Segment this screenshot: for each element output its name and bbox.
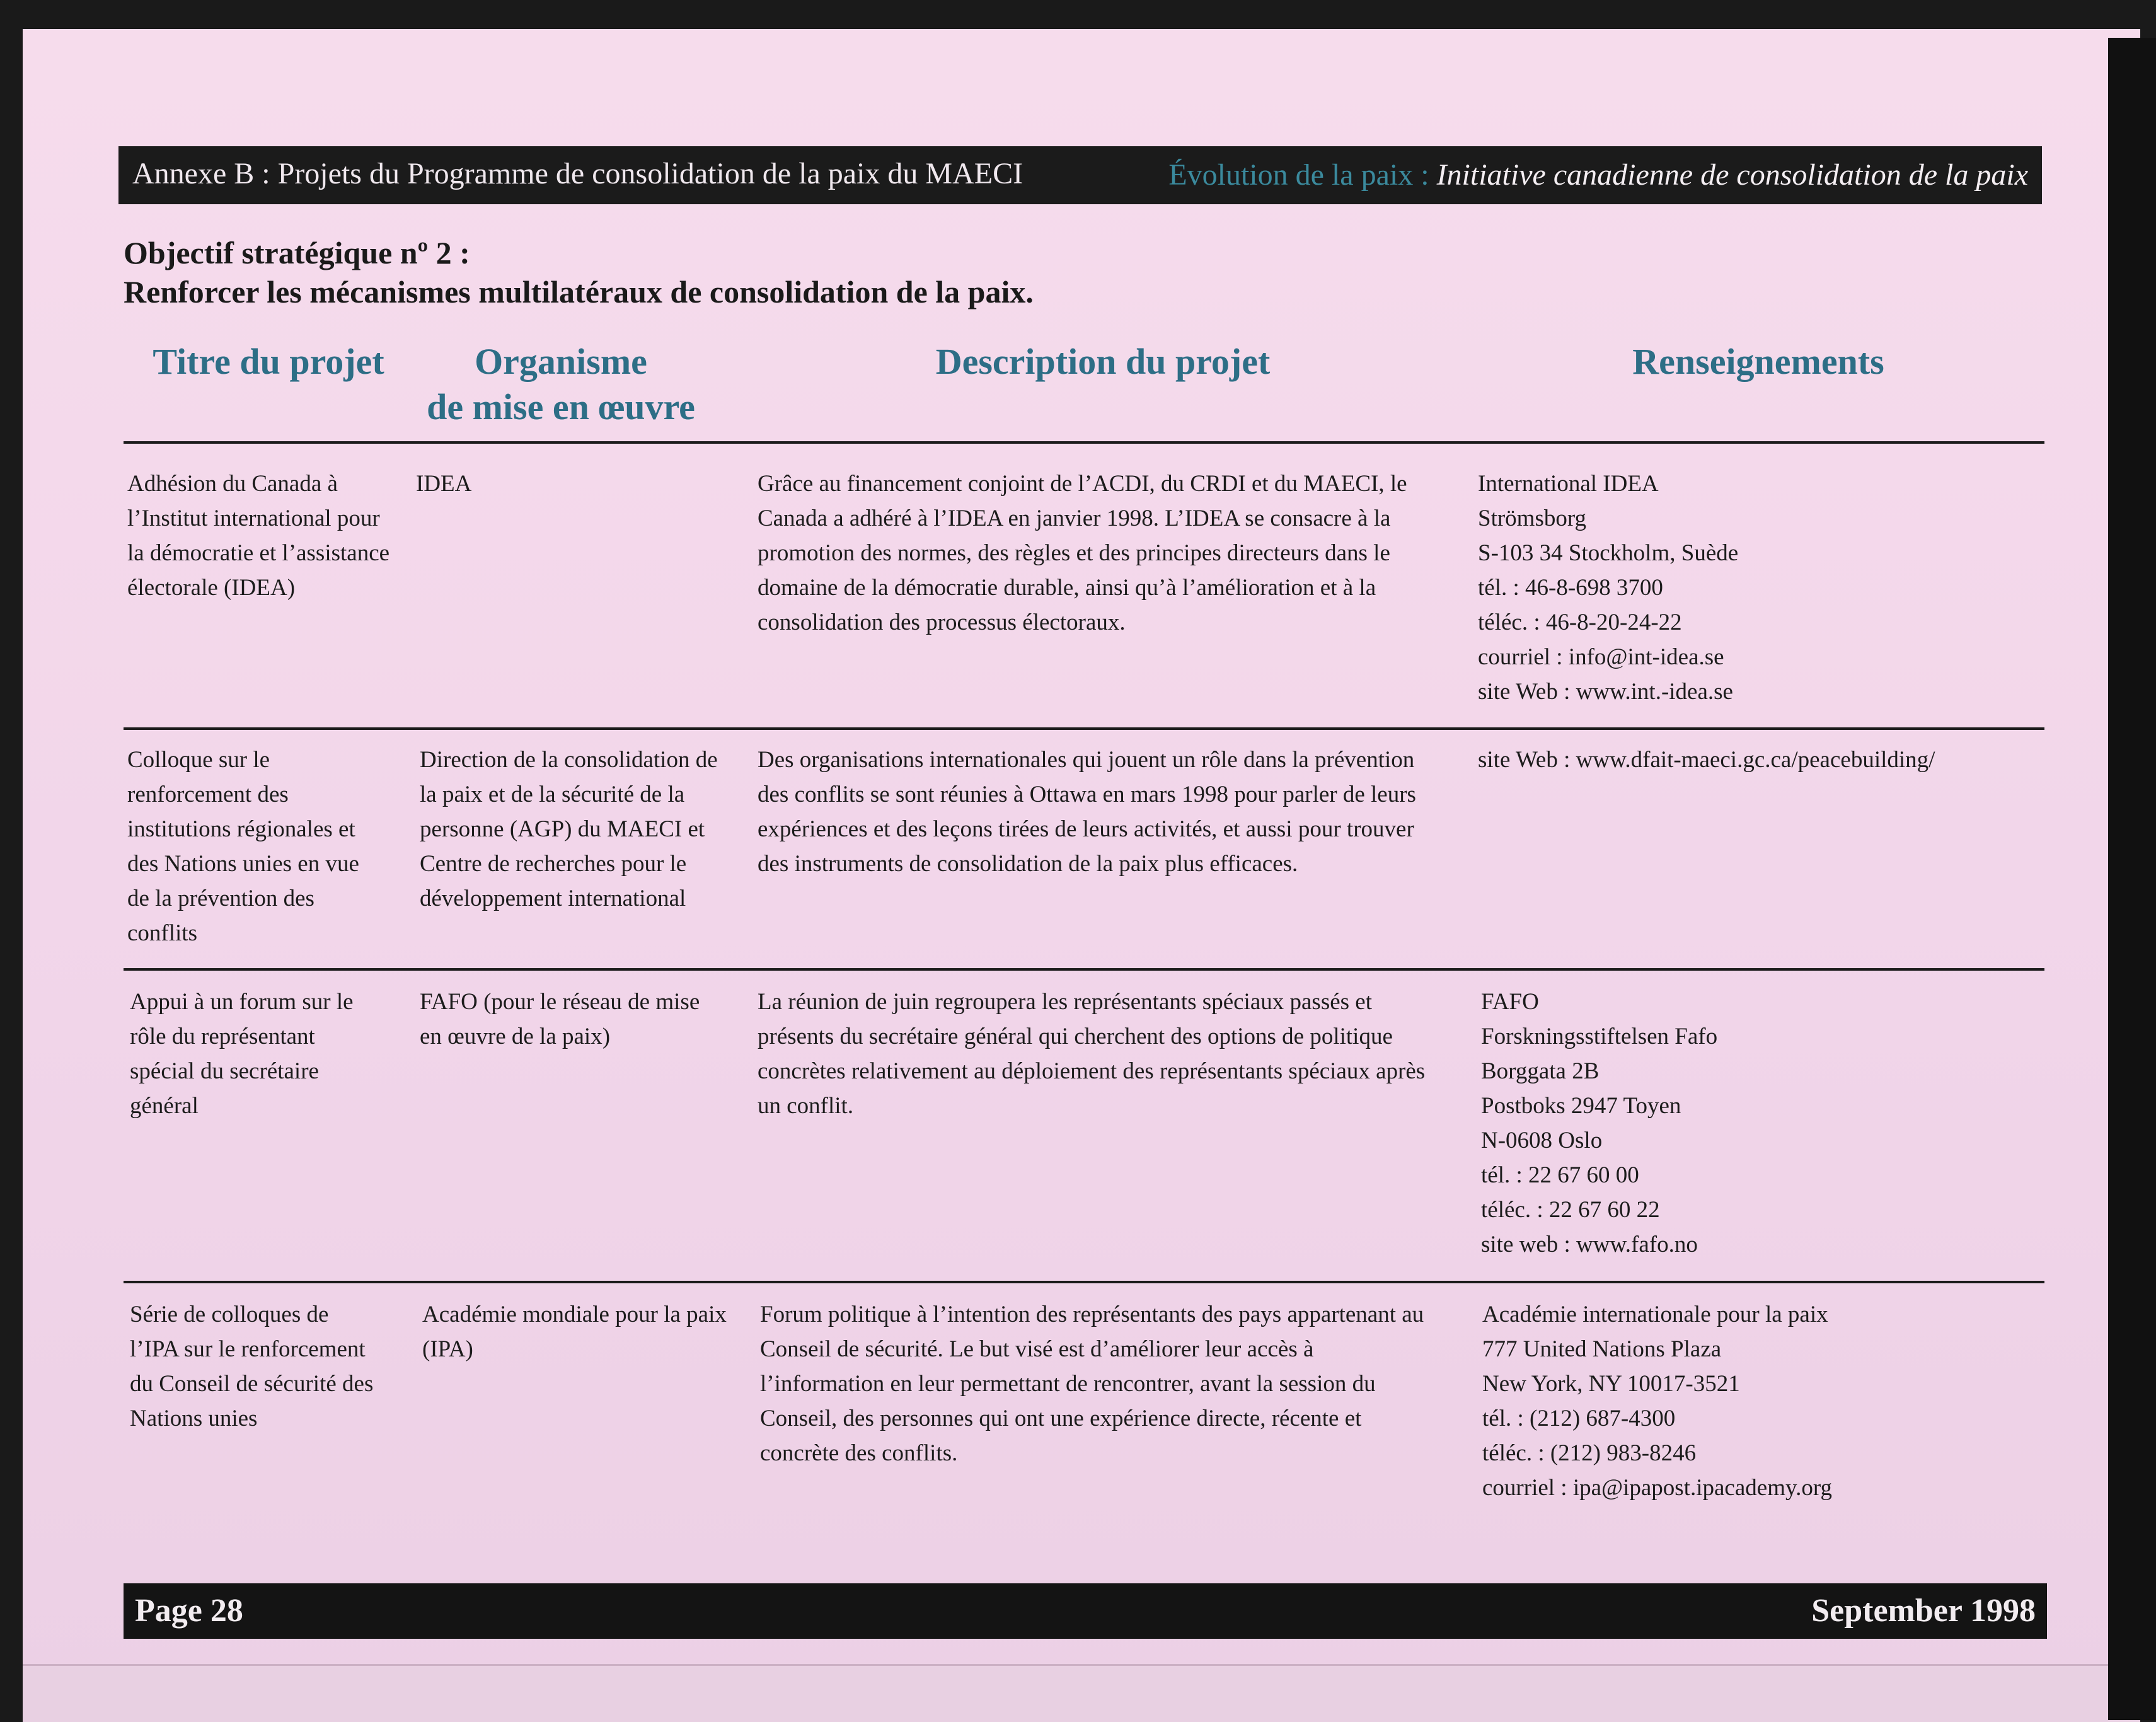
column-header-organisation-line1: Organisme	[475, 341, 647, 382]
row2-title-line: de la prévention des	[127, 886, 314, 911]
scan-edge	[2108, 38, 2156, 1720]
objective-number: Objectif stratégique nº 2 :	[124, 235, 470, 270]
row4-info-email[interactable]: courriel : ipa@ipapost.ipacademy.org	[1482, 1475, 1832, 1501]
header-series-title: Initiative canadienne de consolidation de la paix	[1436, 158, 2028, 192]
row2-org-line: la paix et de la sécurité de la	[420, 782, 685, 807]
row3-description-line: La réunion de juin regroupera les représentants spéciaux passés et	[758, 989, 1372, 1015]
header-bar	[118, 146, 2042, 204]
row2-title	[127, 743, 359, 951]
row2-org-line: développement international	[420, 886, 686, 911]
row3-org	[420, 985, 700, 1054]
header-title: Annexe B : Projets du Programme de consolidation de la paix du MAECI	[132, 157, 1023, 190]
row4-title-line: Série de colloques de	[130, 1302, 329, 1327]
row2-title-line: des Nations unies en vue	[127, 851, 359, 877]
row3-title-line: général	[130, 1093, 199, 1119]
row3-info-line: N-0608 Oslo	[1481, 1128, 1603, 1153]
objective-heading	[124, 233, 1034, 311]
row2-org	[420, 743, 718, 916]
row1-info-line: International IDEA	[1478, 471, 1659, 497]
row2-description	[758, 743, 1416, 881]
row1-info-line: S-103 34 Stockholm, Suède	[1478, 540, 1739, 566]
row3-info-website[interactable]: site web : www.fafo.no	[1481, 1232, 1698, 1257]
row4-info-line: 777 United Nations Plaza	[1482, 1336, 1722, 1362]
row3-title-line: Appui à un forum sur le	[130, 989, 354, 1015]
row1-title-line: électorale (IDEA)	[127, 575, 296, 601]
row1-title-line: l’Institut international pour	[127, 506, 380, 531]
row3-info	[1481, 985, 1717, 1262]
row4-info-line: New York, NY 10017-3521	[1482, 1371, 1740, 1397]
row4-title	[130, 1297, 373, 1436]
row4-org-line: Académie mondiale pour la paix	[422, 1302, 727, 1327]
row3-description-line: présents du secrétaire général qui cherchent des options de politique	[758, 1024, 1393, 1049]
row2-title-line: renforcement des	[127, 782, 289, 807]
footer-bar	[124, 1583, 2047, 1639]
page-fold	[23, 1664, 2140, 1722]
row3-info-line: tél. : 22 67 60 00	[1481, 1162, 1639, 1188]
table-rule-top	[124, 441, 2044, 444]
column-header-description: Description du projet	[935, 341, 1271, 382]
row1-title	[127, 466, 389, 605]
row2-info-website[interactable]: site Web : www.dfait-maeci.gc.ca/peacebuilding/	[1478, 747, 1935, 773]
column-header-info: Renseignements	[1632, 341, 1884, 382]
row2-org-line: personne (AGP) du MAECI et	[420, 816, 705, 842]
row1-info-website[interactable]: site Web : www.int.-idea.se	[1478, 679, 1733, 705]
row3-org-line: en œuvre de la paix)	[420, 1024, 611, 1049]
row4-org-line: (IPA)	[422, 1336, 473, 1362]
row2-description-line: des instruments de consolidation de la paix plus efficaces.	[758, 851, 1298, 877]
row2-title-line: institutions régionales et	[127, 816, 355, 842]
publication-date: September 1998	[1811, 1593, 2036, 1629]
column-header-title: Titre du projet	[153, 341, 384, 382]
row4-info-line: tél. : (212) 687-4300	[1482, 1406, 1676, 1431]
row2-org-line: Direction de la consolidation de	[420, 747, 718, 773]
row4-title-line: l’IPA sur le renforcement	[130, 1336, 366, 1362]
row2-title-line: conflits	[127, 920, 197, 946]
row3-info-line: Forskningsstiftelsen Fafo	[1481, 1024, 1718, 1049]
row4-description-line: concrète des conflits.	[760, 1440, 958, 1466]
row4-title-line: du Conseil de sécurité des	[130, 1371, 374, 1397]
row2-description-line: Des organisations internationales qui jouent un rôle dans la prévention	[758, 747, 1415, 773]
row1-info-email[interactable]: courriel : info@int-idea.se	[1478, 644, 1724, 670]
row1-title-line: Adhésion du Canada à	[127, 471, 338, 497]
row2-title-line: Colloque sur le	[127, 747, 270, 773]
row1-description-line: Grâce au financement conjoint de l’ACDI, du CRDI et du MAECI, le	[758, 471, 1407, 497]
row4-org	[422, 1297, 727, 1367]
objective-statement: Renforcer les mécanismes multilatéraux de consolidation de la paix.	[124, 274, 1034, 309]
row1-description-line: promotion des normes, des règles et des principes directeurs dans le	[758, 540, 1390, 566]
row1-info-line: téléc. : 46-8-20-24-22	[1478, 610, 1682, 635]
row4-description-line: Conseil, des personnes qui ont une expérience directe, récente et	[760, 1406, 1362, 1431]
row1-info-line: Strömsborg	[1478, 506, 1587, 531]
row4-description-line: Conseil de sécurité. Le but visé est d’améliorer leur accès à	[760, 1336, 1314, 1362]
row3-info-line: téléc. : 22 67 60 22	[1481, 1197, 1660, 1223]
header-series-accent: Évolution de la paix :	[1168, 158, 1437, 192]
row4-info-line: téléc. : (212) 983-8246	[1482, 1440, 1697, 1466]
row1-description-line: domaine de la démocratie durable, ainsi qu’à l’amélioration et à la	[758, 575, 1376, 601]
table-rule-row3	[124, 1281, 2044, 1283]
row3-title-line: rôle du représentant	[130, 1024, 315, 1049]
header-series	[1168, 158, 2028, 192]
row4-title-line: Nations unies	[130, 1406, 258, 1431]
row2-org-line: Centre de recherches pour le	[420, 851, 687, 877]
row4-info	[1482, 1297, 1832, 1505]
row3-title-line: spécial du secrétaire	[130, 1058, 319, 1084]
column-header-organisation-line2: de mise en œuvre	[427, 386, 695, 427]
row3-info-line: Borggata 2B	[1481, 1058, 1600, 1084]
row4-info-line: Académie internationale pour la paix	[1482, 1302, 1828, 1327]
row1-description-line: consolidation des processus électoraux.	[758, 610, 1126, 635]
row1-description-line: Canada a adhéré à l’IDEA en janvier 1998. L’IDEA se consacre à la	[758, 506, 1391, 531]
row3-description-line: un conflit.	[758, 1093, 854, 1119]
row1-description	[758, 466, 1407, 640]
row3-info-line: FAFO	[1481, 989, 1539, 1015]
row2-info	[1478, 743, 1935, 777]
row1-info	[1478, 466, 1738, 709]
column-header-organisation	[416, 339, 706, 430]
row3-info-line: Postboks 2947 Toyen	[1481, 1093, 1681, 1119]
page-number: Page 28	[135, 1593, 243, 1629]
row2-description-line: des conflits se sont réunies à Ottawa en mars 1998 pour parler de leurs	[758, 782, 1416, 807]
row2-description-line: expériences et des leçons tirées de leurs activités, et aussi pour trouver	[758, 816, 1414, 842]
row4-description	[760, 1297, 1424, 1471]
row3-description	[758, 985, 1425, 1123]
row1-org-line: IDEA	[416, 471, 472, 497]
table-rule-row1	[124, 727, 2044, 730]
row4-description-line: Forum politique à l’intention des représentants des pays appartenant au	[760, 1302, 1424, 1327]
table-rule-row2	[124, 968, 2044, 971]
row3-org-line: FAFO (pour le réseau de mise	[420, 989, 700, 1015]
row1-org	[416, 466, 471, 501]
row1-title-line: la démocratie et l’assistance	[127, 540, 390, 566]
row3-description-line: concrètes relativement au déploiement des représentants spéciaux après	[758, 1058, 1426, 1084]
row1-info-line: tél. : 46-8-698 3700	[1478, 575, 1663, 601]
row3-title	[130, 985, 354, 1123]
row4-description-line: l’information en leur permettant de rencontrer, avant la session du	[760, 1371, 1376, 1397]
